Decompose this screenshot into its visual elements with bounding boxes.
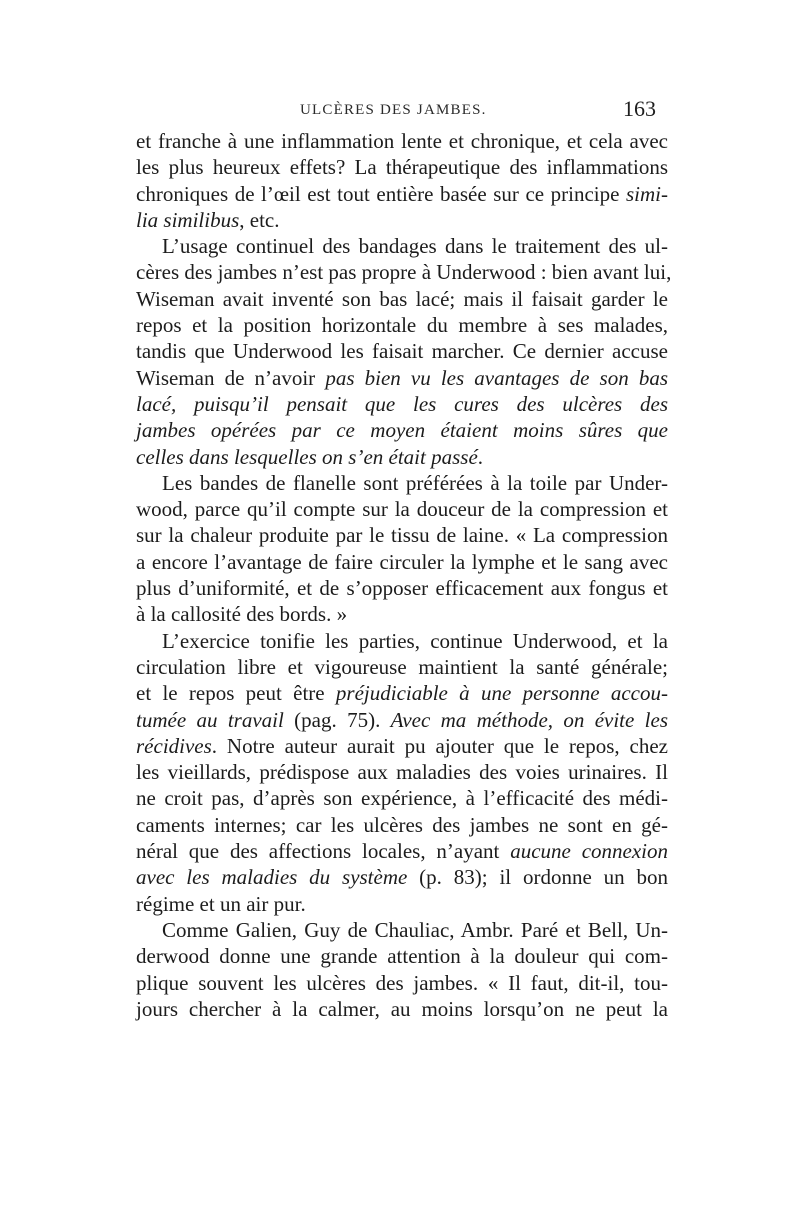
text-line (136, 996, 668, 1022)
paragraph (136, 917, 668, 1022)
text-line (136, 154, 668, 180)
text-run: Wiseman avait inventé son bas lacé; mais il faisait garder le (136, 286, 668, 311)
text-line (136, 917, 668, 943)
text-run: . Notre auteur aurait pu ajouter que le repos, chez (211, 733, 668, 758)
italic-text: tumée au travail (136, 707, 284, 732)
text-run: les vieillards, prédispose aux maladies des voies urinaires. Il (136, 760, 668, 785)
text-run: (pag. 75). (283, 707, 391, 732)
text-line (136, 259, 672, 285)
text-line (136, 338, 668, 364)
text-line (136, 417, 668, 443)
text-run: plique souvent les ulcères des jambes. « Il faut, dit-il, tou- (136, 970, 668, 995)
italic-text: simi- (626, 181, 668, 206)
text-run: derwood donne une grande attention à la douleur qui com- (136, 944, 668, 969)
text-line (136, 207, 668, 233)
text-line (136, 943, 668, 969)
text-line (136, 575, 668, 601)
text-line (136, 759, 668, 785)
text-run: (p. 83); il ordonne un bon (407, 865, 668, 890)
italic-text: avec les maladies du système (136, 865, 408, 890)
text-run: , etc. (239, 207, 280, 232)
text-run: cères des jambes n’est pas propre à Underwood : bien avant lui, (136, 260, 672, 285)
text-run: Les bandes de flanelle sont préférées à la toile par Under- (162, 470, 668, 495)
text-line (136, 470, 668, 496)
page-header (136, 96, 656, 124)
italic-text: lacé, puisqu’il pensait que les cures des ulcères des (136, 391, 668, 416)
italic-text: aucune connexion (510, 839, 668, 864)
text-line (136, 444, 668, 470)
text-line (136, 549, 668, 575)
text-line (136, 496, 668, 522)
paragraph (136, 628, 668, 917)
text-line (136, 312, 668, 338)
text-line (136, 391, 668, 417)
text-line (136, 812, 668, 838)
text-run: caments internes; car les ulcères des jambes ne sont en gé- (136, 812, 668, 837)
text-line (136, 785, 668, 811)
text-run: plus d’uniformité, et de s’opposer efficacement aux fongus et (136, 576, 668, 601)
italic-text: Avec ma méthode, on évite les (390, 707, 668, 732)
text-run: L’usage continuel des bandages dans le traitement des ul- (162, 234, 668, 259)
text-run: tandis que Underwood les faisait marcher. Ce dernier accuse (136, 339, 668, 364)
italic-text: lia similibus (136, 207, 240, 232)
text-line (136, 286, 668, 312)
text-run: régime et un air pur. (136, 891, 306, 916)
text-run: L’exercice tonifie les parties, continue Underwood, et la (162, 628, 668, 653)
text-run: Comme Galien, Guy de Chauliac, Ambr. Paré et Bell, Un- (162, 917, 668, 942)
text-run: wood, parce qu’il compte sur la douceur de la compression et (136, 497, 668, 522)
italic-text: préjudiciable à une personne accou- (335, 681, 669, 706)
text-line (136, 733, 668, 759)
running-head: ULCÈRES DES JAMBES. (300, 102, 487, 118)
text-line (136, 891, 668, 917)
text-run: les plus heureux effets? La thérapeutique des inflammations (136, 155, 668, 180)
text-line (136, 970, 668, 996)
text-run: jours chercher à la calmer, au moins lorsqu’on ne peut la (136, 996, 668, 1021)
body-text (136, 128, 672, 1022)
text-run: néral que des affections locales, n’ayant (136, 839, 511, 864)
text-line (136, 838, 668, 864)
text-run: repos et la position horizontale du membre à ses malades, (136, 313, 668, 338)
text-line (136, 707, 668, 733)
italic-text: récidives (136, 733, 212, 758)
text-line (136, 181, 668, 207)
text-line (136, 680, 668, 706)
italic-text: jambes opérées par ce moyen étaient moins sûres que (136, 418, 668, 443)
text-run: circulation libre et vigoureuse maintient la santé générale; (136, 654, 668, 679)
text-run: chroniques de l’œil est tout entière basée sur ce principe (136, 181, 626, 206)
text-run: Wiseman de n’avoir (136, 365, 326, 390)
italic-text: pas bien vu les avantages de son bas (325, 365, 668, 390)
text-line (136, 128, 668, 154)
text-line (136, 601, 668, 627)
text-run: ne croit pas, d’après son expérience, à l’efficacité des médi- (136, 786, 668, 811)
text-line (136, 628, 668, 654)
page-number: 163 (623, 96, 656, 121)
text-line (136, 365, 668, 391)
text-run: sur la chaleur produite par le tissu de laine. « La compression (136, 523, 668, 548)
paragraph (136, 128, 668, 233)
italic-text: celles dans lesquelles on s’en était passé (136, 444, 478, 469)
text-line (136, 233, 668, 259)
text-line (136, 864, 668, 890)
text-run: a encore l’avantage de faire circuler la lymphe et le sang avec (136, 549, 668, 574)
paragraph (136, 470, 668, 628)
text-run: . (477, 444, 484, 469)
text-line (136, 522, 668, 548)
text-run: et le repos peut être (136, 681, 336, 706)
text-run: et franche à une inflammation lente et chronique, et cela avec (136, 129, 668, 153)
text-run: à la callosité des bords. » (136, 602, 348, 627)
paragraph (136, 233, 672, 470)
text-line (136, 654, 668, 680)
